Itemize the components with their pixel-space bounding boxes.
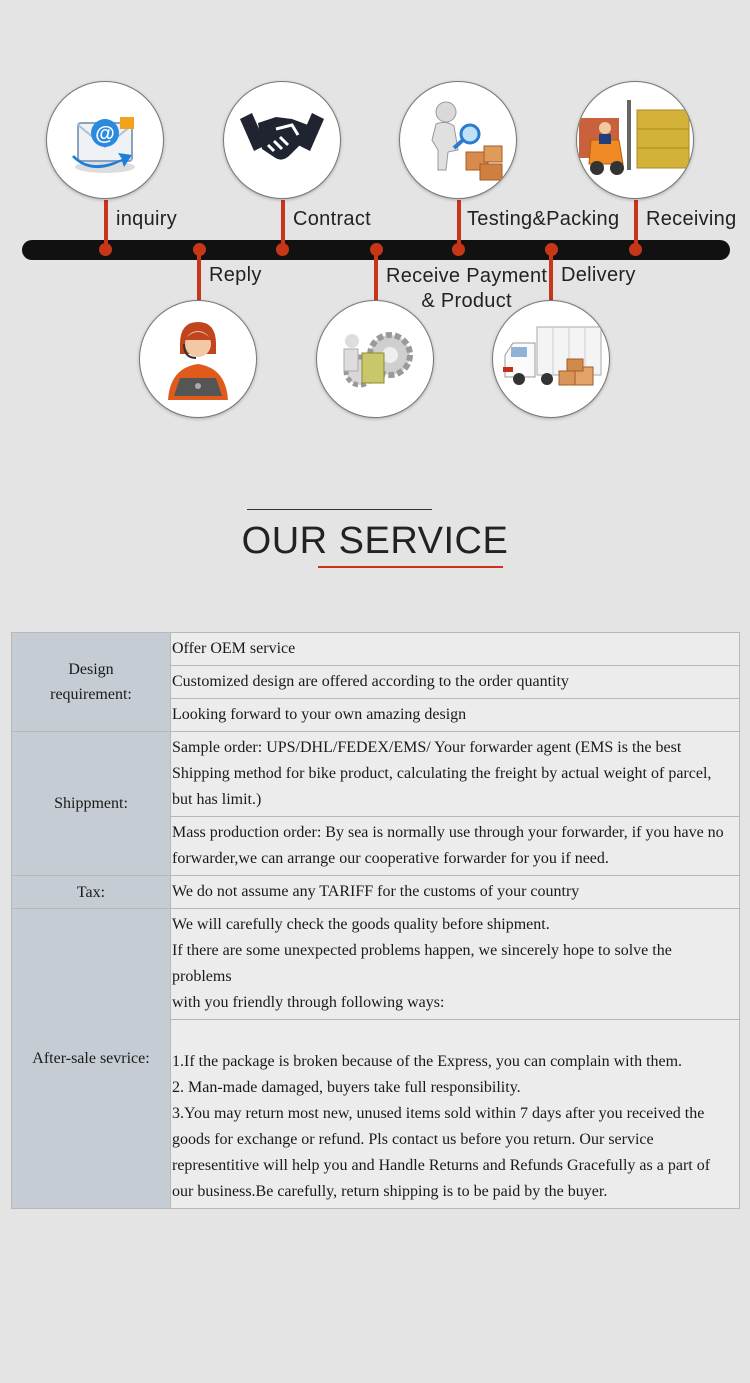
step-label-contract: Contract (293, 208, 371, 230)
step-label-testing: Testing&Packing (467, 208, 620, 230)
service-table (11, 632, 740, 1209)
stem-testing (457, 200, 461, 246)
stem-inquiry (104, 200, 108, 246)
table-row (12, 909, 740, 1020)
shipment-row-1: Sample order: UPS/DHL/FEDEX/EMS/ Your forwarder agent (EMS is the best Shipping method for bike product, calculating the freight by actual weight of parcel, but has limit.) (171, 732, 740, 817)
stem-receiving (634, 200, 638, 246)
step-label-receiving: Receiving (646, 208, 737, 230)
dot-contract (276, 243, 289, 256)
svg-text:@: @ (95, 123, 115, 145)
handshake-icon (236, 105, 328, 175)
step-testing-circle (399, 81, 517, 199)
dot-delivery (545, 243, 558, 256)
stem-delivery (549, 253, 553, 300)
table-row (12, 633, 740, 666)
design-row-3: Looking forward to your own amazing design (171, 699, 740, 732)
dot-receiving (629, 243, 642, 256)
step-delivery-circle (492, 300, 610, 418)
dot-inquiry (99, 243, 112, 256)
step-label-payment-line2: & Product (421, 290, 512, 312)
design-row-2: Customized design are offered according to the order quantity (171, 666, 740, 699)
stem-reply (197, 253, 201, 300)
table-row (12, 732, 740, 817)
tax-row-1: We do not assume any TARIFF for the customs of your country (171, 876, 740, 909)
stem-payment (374, 253, 378, 300)
row-header-tax: Tax: (12, 876, 171, 909)
dot-reply (193, 243, 206, 256)
shipment-row-2: Mass production order: By sea is normally use through your forwarder, if you have no forwarder,we can arrange our cooperative forwarder for you if need. (171, 817, 740, 876)
design-row-1: Offer OEM service (171, 633, 740, 666)
step-label-reply: Reply (209, 264, 262, 286)
row-header-shipment: Shippment: (12, 732, 171, 876)
title-line-bottom (318, 566, 503, 568)
section-title: OUR SERVICE (241, 520, 509, 562)
step-label-payment-line1: Receive Payment (386, 265, 548, 287)
inspection-icon (408, 90, 508, 190)
step-receiving-circle (576, 81, 694, 199)
row-header-after-sale: After-sale sevrice: (12, 909, 171, 1209)
step-reply-circle (139, 300, 257, 418)
after-sale-row-1: We will carefully check the goods quality before shipment. If there are some unexpected problems happen, we sincerely hope to solve the problems with you friendly through following ways: (171, 909, 740, 1020)
step-label-delivery: Delivery (561, 264, 636, 286)
step-contract-circle (223, 81, 341, 199)
process-timeline (0, 0, 750, 440)
section-title-block (0, 500, 750, 580)
support-agent-icon (158, 314, 238, 404)
truck-icon (499, 319, 603, 399)
title-line-top (247, 509, 432, 510)
step-payment-circle (316, 300, 434, 418)
stem-contract (281, 200, 285, 246)
gears-icon (330, 319, 420, 399)
after-sale-row-2: 1.If the package is broken because of the Express, you can complain with them. 2. Man-made damaged, buyers take full responsibility. 3.You may return most new, unused items sold within 7 days after you received the goods for exchange or refund. Pls contact us before you return. Our service representitive will help you and Handle Returns and Refunds Gracefully as a part of our business.Be carefully, return shipping is to be paid by the buyer. (171, 1020, 740, 1209)
dot-testing (452, 243, 465, 256)
step-label-inquiry: inquiry (116, 208, 178, 230)
table-row (12, 876, 740, 909)
forklift-icon (579, 90, 691, 190)
step-label-payment (386, 264, 547, 314)
email-icon (60, 95, 150, 185)
row-header-design: Design requirement: (12, 633, 171, 732)
step-inquiry-circle (46, 81, 164, 199)
dot-payment (370, 243, 383, 256)
